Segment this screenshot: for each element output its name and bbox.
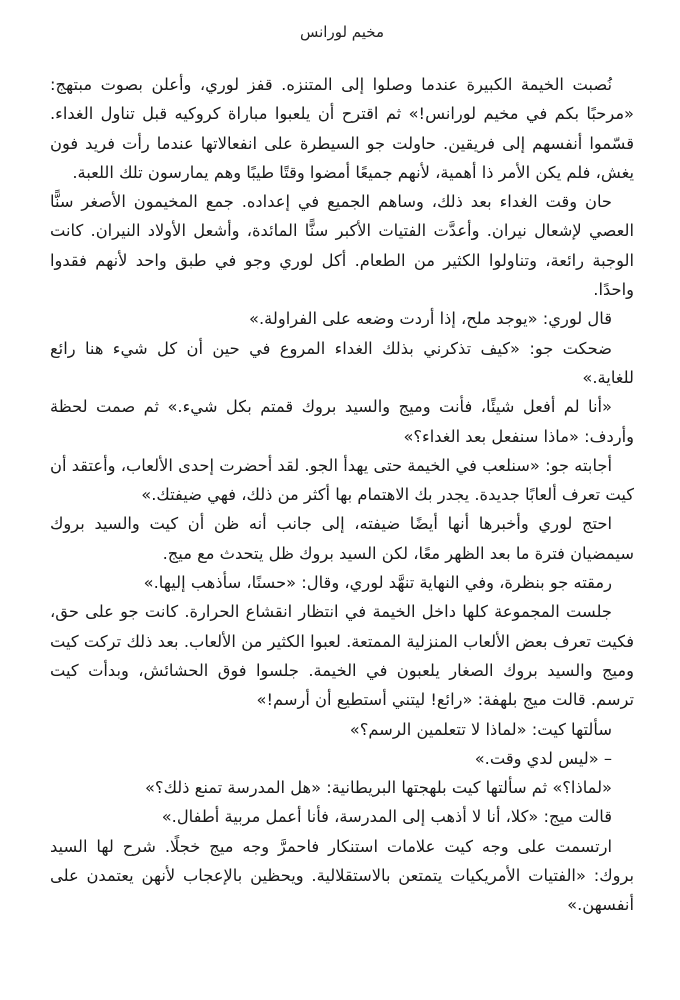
paragraph-7: احتج لوري وأخبرها أنها أيضًا ضيفته، إلى جانب أنه ظن أن كيت والسيد بروك سيمضيان فترة ما بعد الظهر معًا، لكن السيد بروك ظل يتحدث مع ميج.: [50, 514, 634, 563]
running-header-title: مخيم لورانس: [299, 23, 385, 41]
paragraph-3: قال لوري: «يوجد ملح، إذا أردت وضعه على الفراولة.»: [249, 309, 612, 329]
paragraph-8: رمقته جو بنظرة، وفي النهاية تنهَّد لوري، وقال: «حسنًا، سأذهب إليها.»: [143, 573, 612, 593]
paragraph-12: «لماذا؟» ثم سألتها كيت بلهجتها البريطانية: «هل المدرسة تمنع ذلك؟»: [144, 778, 612, 798]
paragraph-14: ارتسمت على وجه كيت علامات استنكار فاحمرَّ وجه ميج خجلًا. شرح لها السيد بروك: «الفتيات الأمريكيات يتمتعن بالاستقلالية. ويحظين بالإعجاب لأنهن يعتمدن على أنفسهن.»: [50, 836, 634, 915]
paragraph-5: «أنا لم أفعل شيئًا، فأنت وميج والسيد بروك قمتم بكل شيء.» ثم صمت لحظة وأردف: «ماذا سنفعل بعد الغداء؟»: [50, 397, 634, 446]
paragraph-11: – «ليس لدي وقت.»: [474, 748, 612, 768]
paragraph-4: ضحكت جو: «كيف تذكرني بذلك الغداء المروع في حين أن كل شيء هنا رائع للغاية.»: [50, 338, 634, 387]
paragraph-10: سألتها كيت: «لماذا لا تتعلمين الرسم؟»: [349, 719, 612, 739]
paragraph-9: جلست المجموعة كلها داخل الخيمة في انتظار انقشاع الحرارة. كانت جو على حق، فكيت تعرف بعض الألعاب المنزلية الممتعة. لعبوا الكثير من الألعاب. بعد ذلك تركت كيت وميج والسيد بروك الصغار يلعبون في الخيمة. جلسوا فوق الحشائش، وبدأت كيت ترسم. قالت ميج بلهفة: «رائع! ليتني أستطيع أن أرسم!»: [50, 602, 634, 710]
paragraph-13: قالت ميج: «كلا، أنا لا أذهب إلى المدرسة، فأنا أعمل مربية أطفال.»: [161, 807, 612, 827]
paragraph-2: حان وقت الغداء بعد ذلك، وساهم الجميع في إعداده. جمع المخيمون الأصغر سنًّا العصي لإشعال نيران. وأعدَّت الفتيات الأكبر سنًّا المائدة، وأشعل الأولاد النيران. كانت الوجبة رائعة، وتناولوا الكثير من الطعام. أكل لوري وجو في طبق واحد لأنهم فقدوا واحدًا.: [50, 192, 634, 300]
paragraph-6: أجابته جو: «سنلعب في الخيمة حتى يهدأ الجو. لقد أحضرت إحدى الألعاب، وأعتقد أن كيت تعرف ألعابًا جديدة. يجدر بك الاهتمام بها أكثر من ذلك، فهي ضيفتك.»: [50, 455, 634, 505]
body-text: [50, 70, 634, 920]
paragraph-1: نُصبت الخيمة الكبيرة عندما وصلوا إلى المتنزه. قفز لوري، وأعلن بصوت مبتهج: «مرحبًا بكم في مخيم لورانس!» ثم اقترح أن يلعبوا مباراة كروكيه قبل تناول الغداء. قسّموا أنفسهم إلى فريقين. حاولت جو السيطرة على انفعالاتها عندما رأت فريد فون يغش، فلم يكن الأمر ذا أهمية، لأنهم جميعًا أمضوا وقتًا طيبًا وهم يمارسون تلك اللعبة.: [50, 75, 634, 182]
